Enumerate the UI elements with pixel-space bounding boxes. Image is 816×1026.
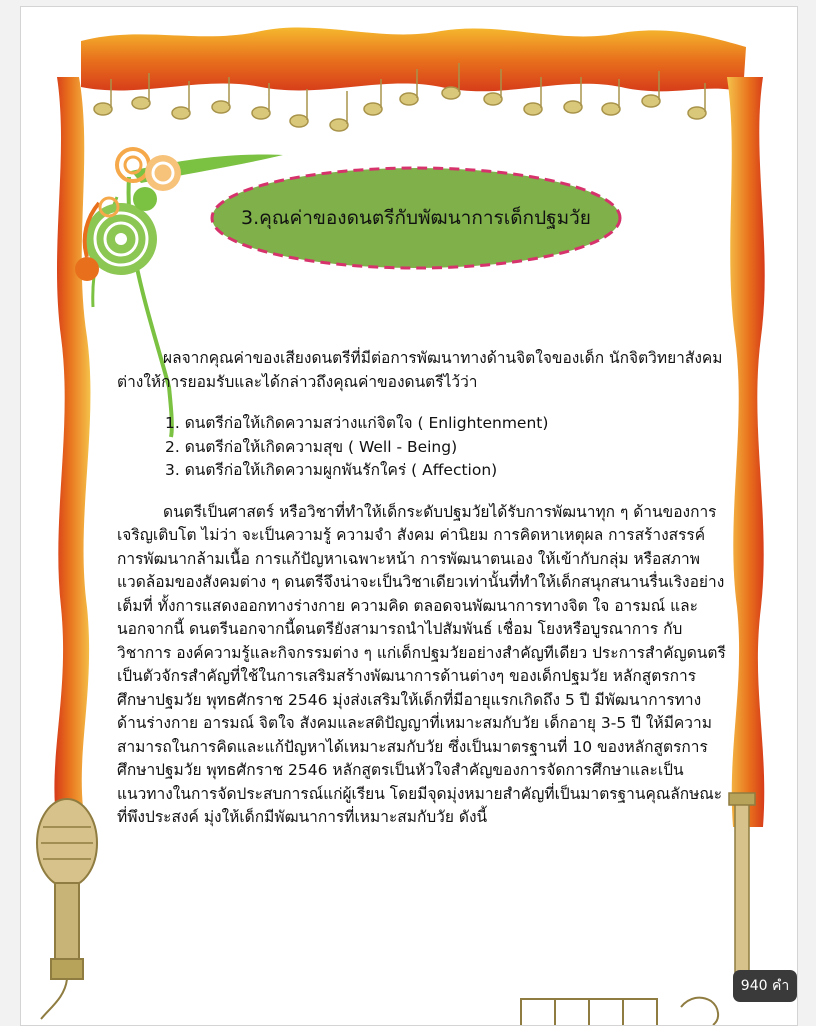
list-item: 1. ดนตรีก่อให้เกิดความสว่างแก่จิตใจ ( Enlightenment)	[165, 414, 549, 432]
piano-keys-decoration	[521, 998, 718, 1025]
body-content	[117, 347, 727, 830]
list-item: 2. ดนตรีก่อให้เกิดความสุข ( Well - Being)	[165, 437, 458, 456]
microphone-icon	[37, 799, 97, 1019]
document-page	[20, 6, 798, 1026]
list-item: 3. ดนตรีก่อให้เกิดความผูกพันรักใคร่ ( Affection)	[165, 461, 498, 479]
values-list	[165, 412, 727, 483]
body-paragraph: ดนตรีเป็นศาสตร์ หรือวิชาที่ทำให้เด็กระดับปฐมวัยได้รับการพัฒนาทุก ๆ ด้านของการเจริญเติบโต ไม่ว่า จะเป็นความรู้ ความจำ สังคม ค่านิยม การคิดหาเหตุผล การสร้างสรรค์ การพัฒนากล้ามเนื้อ การแก้ปัญหาเฉพาะหน้า การพัฒนาตนเอง ให้เข้ากับกลุ่ม หรือสภาพแวดล้อมของสังคมต่าง ๆ ดนตรีจึงน่าจะเป็นวิชาเดียวเท่านั้นที่ทำให้เด็กสนุกสนานรื่นเริงอย่างเต็มที่ ทั้งการแสดงออกทางร่างกาย ความคิด ตลอดจนพัฒนาการทางจิต ใจ อารมณ์ และนอกจากนี้ ดนตรีนอกจากนี้ดนตรียังสามารถนำไปสัมพันธ์ เชื่อม โยงหรือบูรณาการ กับวิชาการ องค์ความรู้และกิจกรรมต่าง ๆ แก่เด็กปฐมวัยอย่างสำคัญทีเดียว ประการสำคัญดนตรีเป็นตัวจักรสำคัญที่ใช้ในการเสริมสร้างพัฒนาการด้านต่างๆ ของเด็กปฐมวัย หลักสูตรการศึกษาปฐมวัย พุทธศักราช 2546 มุ่งส่งเสริมให้เด็กที่มีอายุแรกเกิดถึง 5 ปี มีพัฒนาการทางด้านร่างกาย อารมณ์ จิตใจ สังคมและสติปัญญาที่เหมาะสมกับวัย เด็กอายุ 3-5 ปี ให้มีความสามารถในการคิดและแก้ปัญหาได้เหมาะสมกับวัย ซึ่งเป็นมาตรฐานที่ 10 ของหลักสูตรการศึกษาปฐมวัย พุทธศักราช 2546 หลักสูตรเป็นหัวใจสำคัญของการจัดการศึกษาและเป็นแนวทางในการจัดประสบการณ์แก่ผู้เรียน โดยมีจุดมุ่งหมายสำคัญที่เป็นมาตรฐานคุณลักษณะที่พึงประสงค์ มุ่งให้เด็กมีพัฒนาการที่เหมาะสมกับวัย ดังนี้	[117, 502, 726, 826]
intro-paragraph: ผลจากคุณค่าของเสียงดนตรีที่มีต่อการพัฒนาทางด้านจิตใจของเด็ก นักจิตวิทยาสังคมต่างให้การยอมรับและได้กล่าวถึงคุณค่าของดนตรีไว้ว่า	[117, 349, 723, 391]
word-count-badge[interactable]: 940 คำ	[733, 970, 797, 1002]
page-title: 3.คุณค่าของดนตรีกับพัฒนาการเด็กปฐมวัย	[241, 207, 591, 229]
